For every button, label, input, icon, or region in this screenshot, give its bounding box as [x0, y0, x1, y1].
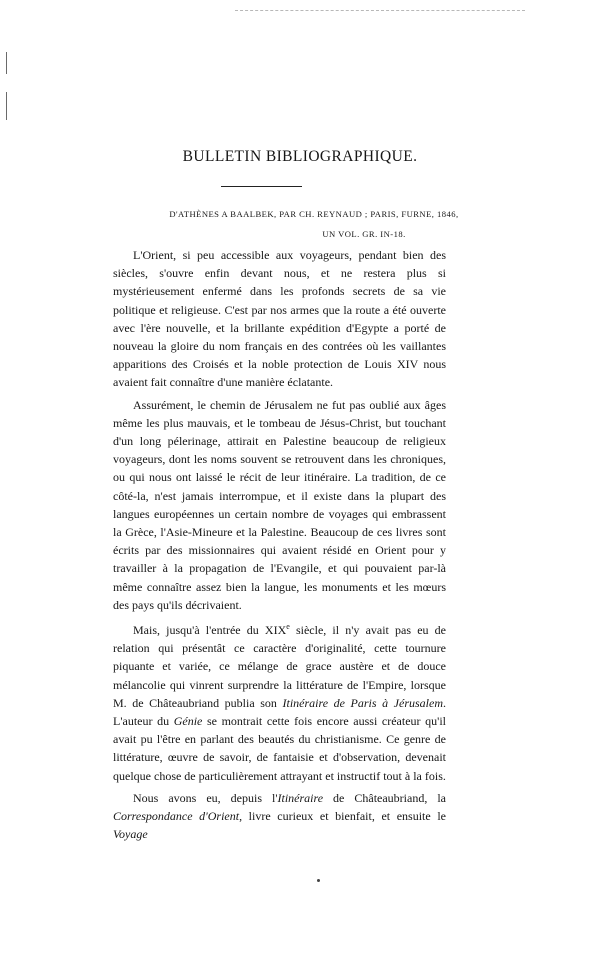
text-run: Assurément, le chemin de Jérusalem ne fut pas oublié aux âges même les plus mauvais, et le tombeau de Jésus-Christ, but touchant d'un long pélerinage, attirait en Palestine beaucoup de religieux voyageurs, dont les noms souvent se retrouvent dans les chroniques, ou qui nous ont laissé le récit de leur itinéraire. La tradition, de ce côté-la, n'est jamais interrompue, et il existe dans la plupart des langues européennes un certain nombre de voyages qui embrassent la Grèce, l'Asie-Mineure et la Palestine. Beaucoup de ces livres sont écrits par des missionnaires qui avaient résidé en Orient pour y travailler à la propagation de l'Evangile, et qui pouvaient par-là même connaître assez bien la langue, les monuments et les mœurs des pays qu'ils décrivaient. — [113, 397, 446, 612]
italic-run: Voyage — [113, 827, 148, 842]
page-title: BULLETIN BIBLIOGRAPHIQUE. — [182, 148, 418, 165]
text-run: . L'auteur du — [113, 695, 446, 729]
italic-run: Itinéraire de Paris à Jérusalem — [282, 695, 443, 710]
paragraph — [113, 396, 446, 614]
text-run: Nous avons eu, depuis l' — [133, 790, 278, 805]
italic-run: Génie — [173, 714, 203, 729]
paragraph — [113, 246, 446, 392]
paragraph — [113, 618, 446, 785]
source-line-2: UN VOL. GR. IN-18. — [322, 229, 406, 239]
text-run: Mais, jusqu'à l'entrée du XIX — [133, 623, 287, 638]
text-run: L'Orient, si peu accessible aux voyageurs, pendant bien des siècles, s'ouvre enfin devant nous, et ne restera plus si mystérieusement enfermé dans les profonds secrets de sa vie politique et religieuse. C'est par nos armes que la route a été ouverte avec l'ère nouvelle, et la brillante expédition d'Egypte a porté de nouveau la gloire du nom français en des contrées où les vaillantes apparitions des Croisés et la noble protection de Louis XIV nous avaient fait connaître d'une manière éclatante. — [113, 248, 446, 390]
scan-speck — [317, 879, 320, 882]
italic-run: Itinéraire — [277, 790, 324, 805]
text-run: se montrait cette fois encore aussi créateur qu'il avait pu l'être en parlant des beautés du christianisme. Ce genre de littérature, œuvre de savoir, de fantaisie et d'observation, devenait quelque chose de particulièrement attrayant et instructif tout à la fois. — [113, 714, 446, 783]
scan-edge-mark — [6, 92, 7, 120]
scan-top-dashes — [235, 10, 525, 11]
italic-run: Correspondance d'Orient — [113, 809, 240, 824]
text-run: de Châteaubriand, la — [323, 790, 446, 805]
paragraph — [113, 789, 446, 844]
text-run: siècle, il n'y avait pas eu de relation qui présentât ce caractère d'originalité, cette tournure piquante et variée, ce mélange de grace austère et de douce mélancolie qui vinrent surprendre la littérature de l'Empire, lorsque M. de Châteaubriand publia son — [113, 623, 447, 710]
title-rule — [221, 186, 302, 187]
article-body — [113, 246, 446, 844]
text-run: , livre curieux et bienfait, et ensuite le — [239, 809, 446, 824]
source-line-1: D'ATHÈNES A BAALBEK, PAR CH. REYNAUD ; PARIS, FURNE, 1846, — [169, 209, 459, 219]
superscript-run: e — [286, 622, 290, 632]
scan-edge-mark — [6, 52, 7, 74]
